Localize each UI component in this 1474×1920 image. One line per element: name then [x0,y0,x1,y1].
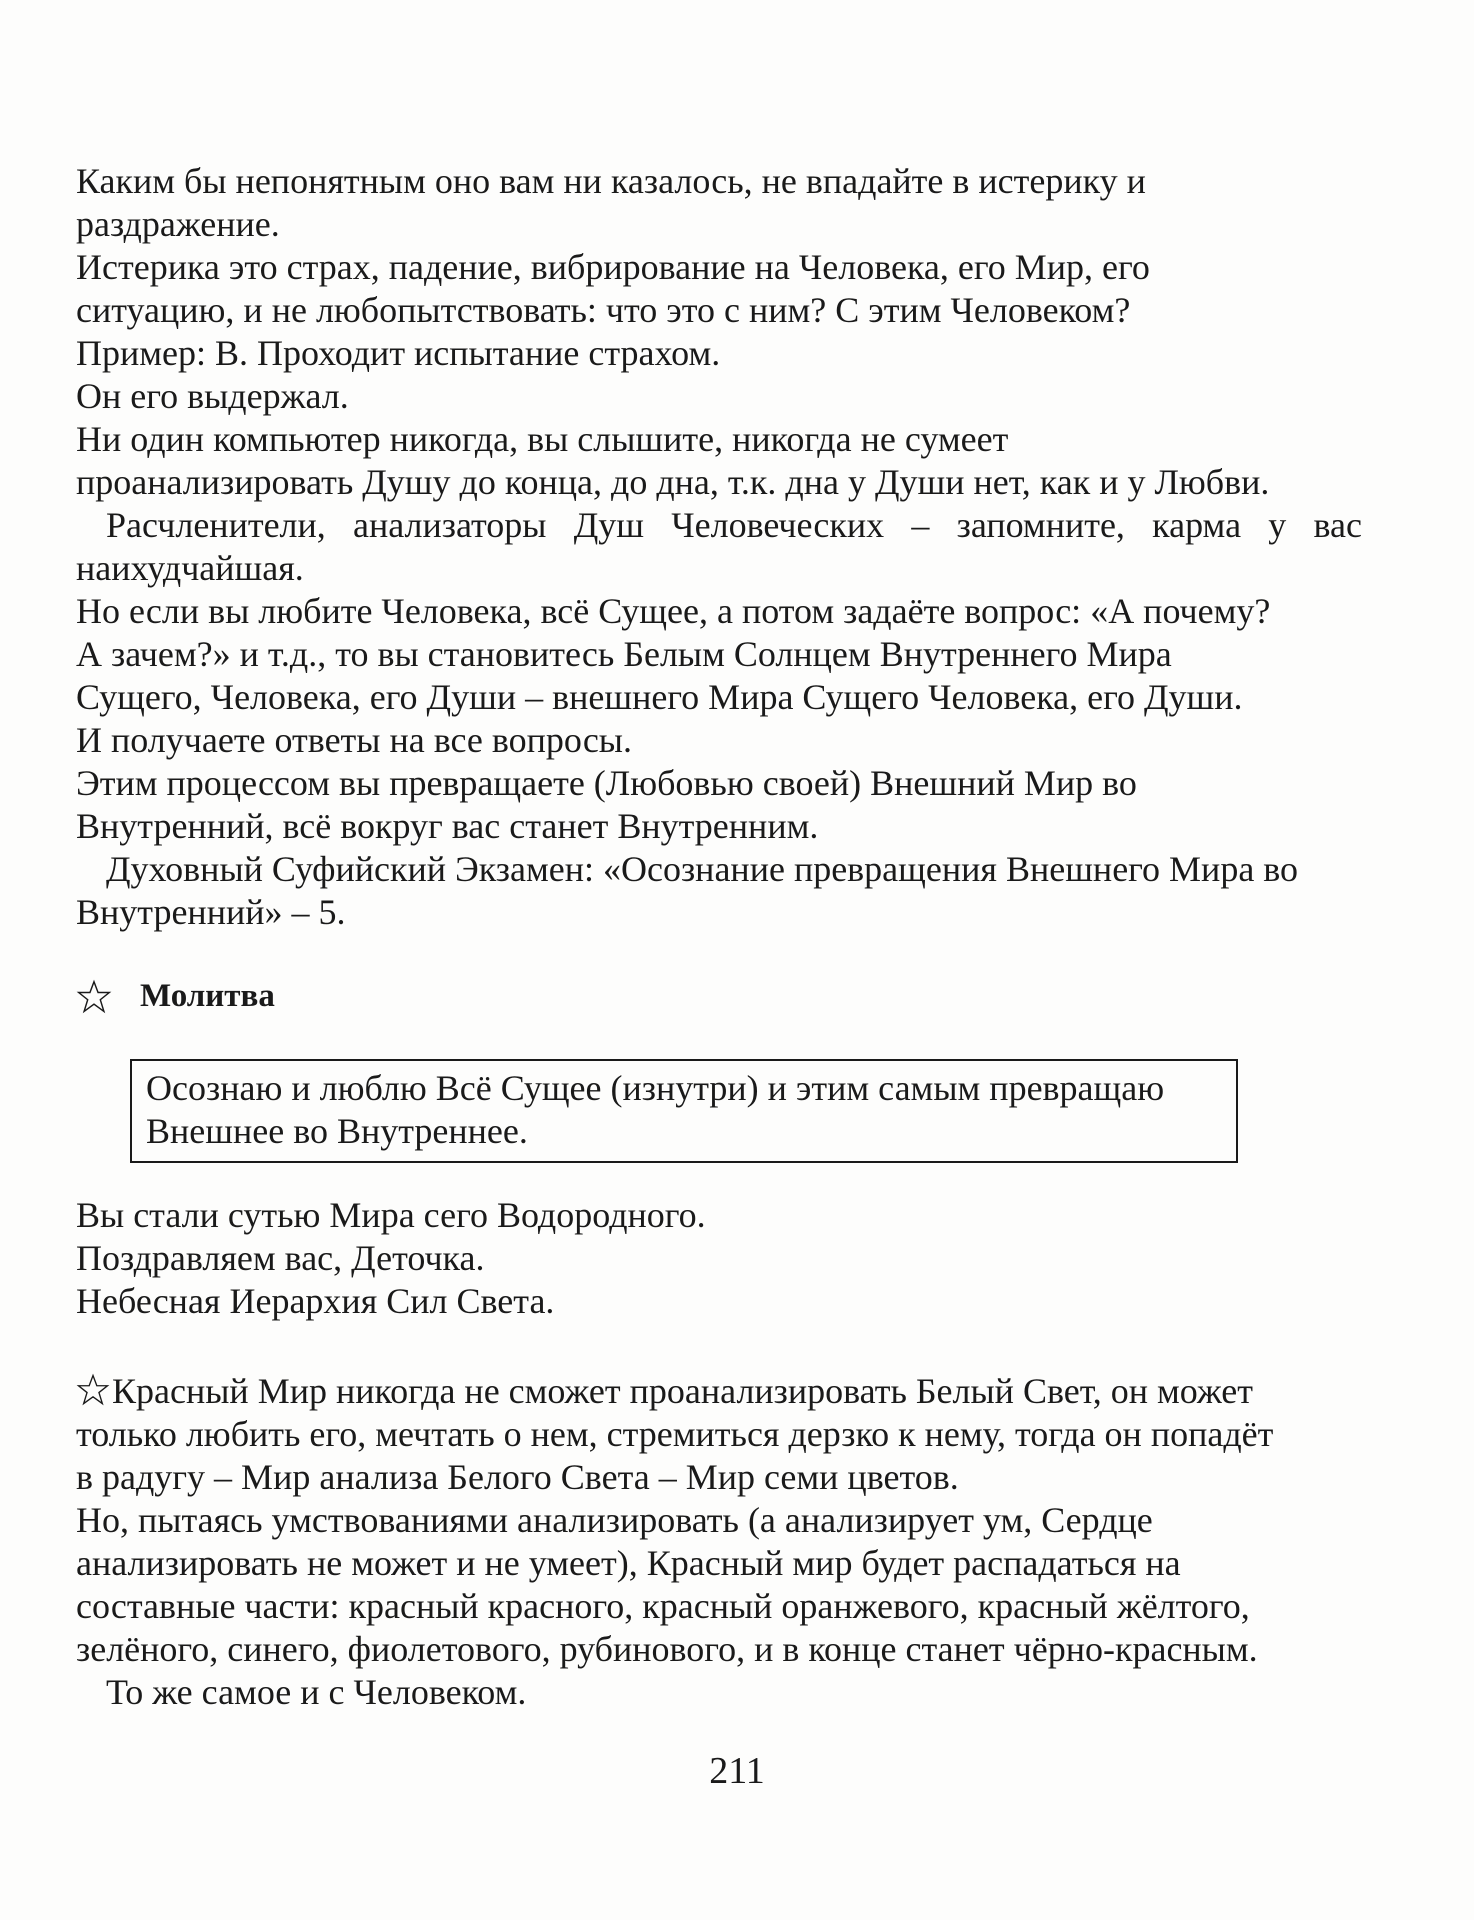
section-heading [76,978,275,1015]
text-line: Сущего, Человека, его Души – внешнего Мира Сущего Человека, его Души. [76,677,1243,717]
text-block-2 [76,1194,1376,1323]
star-outline-icon [76,979,112,1015]
text-line: наихудчайшая. [76,548,304,588]
text-line: Расчленители, анализаторы Душ Человеческих – запомните, карма у вас [106,505,1362,545]
prayer-line: Осознаю и люблю Всё Сущее (изнутри) и этим самым превращаю [146,1068,1165,1108]
text-line: зелёного, синего, фиолетового, рубинового, и в конце станет чёрно-красным. [76,1629,1258,1669]
text-line: Пример: В. Проходит испытание страхом. [76,333,721,373]
text-line: Но если вы любите Человека, всё Сущее, а потом задаёте вопрос: «А почему? [76,591,1271,631]
text-line: А зачем?» и т.д., то вы становитесь Белым Солнцем Внутреннего Мира [76,634,1172,674]
text-line: Этим процессом вы превращаете (Любовью своей) Внешний Мир во [76,763,1137,803]
star-outline-icon [76,1373,110,1407]
text-line: Внутренний» – 5. [76,892,346,932]
heading-title: Молитва [140,978,275,1014]
page-number: 211 [709,1750,765,1792]
text-block-1 [76,160,1376,934]
text-line [76,1370,1376,1413]
text-line: Истерика это страх, падение, вибрирование на Человека, его Мир, его [76,247,1150,287]
text-line: ситуацию, и не любопытствовать: что это с ним? С этим Человеком? [76,290,1131,330]
text-line: И получаете ответы на все вопросы. [76,720,632,760]
text-line: Внутренний, всё вокруг вас станет Внутренним. [76,806,819,846]
text-line: в радугу – Мир анализа Белого Света – Мир семи цветов. [76,1457,959,1497]
text-line: анализировать не может и не умеет), Красный мир будет распадаться на [76,1543,1181,1583]
text-line: То же самое и с Человеком. [106,1672,527,1712]
text-line: проанализировать Душу до конца, до дна, т.к. дна у Души нет, как и у Любви. [76,462,1270,502]
text-line: Поздравляем вас, Деточка. [76,1238,485,1278]
prayer-line: Внешнее во Внутреннее. [146,1111,528,1151]
prayer-box [130,1059,1238,1163]
text-line: Он его выдержал. [76,376,349,416]
text-line: Небесная Иерархия Сил Света. [76,1281,555,1321]
text-line: Вы стали сутью Мира сего Водородного. [76,1195,706,1235]
text-block-3 [76,1370,1376,1714]
text-line: Ни один компьютер никогда, вы слышите, никогда не сумеет [76,419,1009,459]
text-line: раздражение. [76,204,280,244]
text-line: только любить его, мечтать о нем, стремиться дерзко к нему, тогда он попадёт [76,1414,1274,1454]
text-line: Каким бы непонятным оно вам ни казалось, не впадайте в истерику и [76,161,1146,201]
text-line: Духовный Суфийский Экзамен: «Осознание превращения Внешнего Мира во [106,849,1299,889]
text-line: составные части: красный красного, красный оранжевого, красный жёлтого, [76,1586,1250,1626]
text-line: Но, пытаясь умствованиями анализировать (а анализирует ум, Сердце [76,1500,1153,1540]
text-line-content: Красный Мир никогда не сможет проанализировать Белый Свет, он может [112,1371,1254,1411]
